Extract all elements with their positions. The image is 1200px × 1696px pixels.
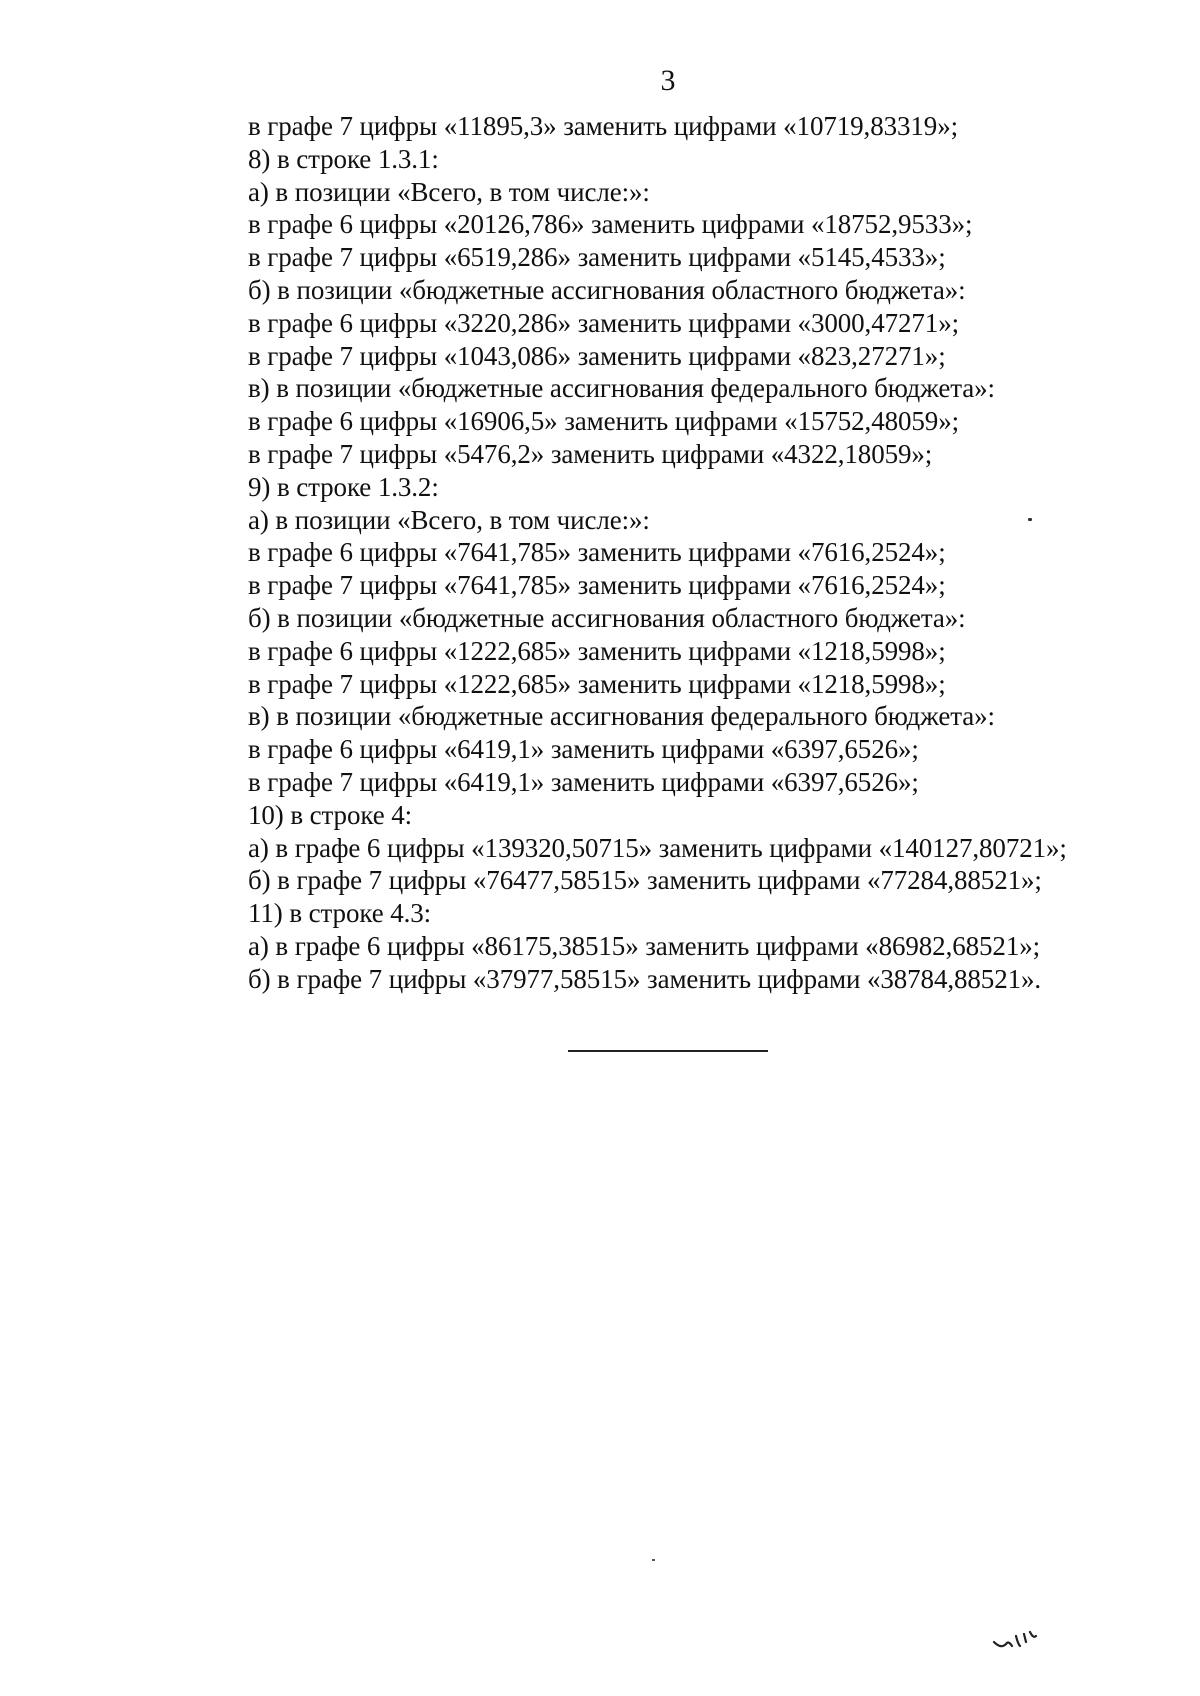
text-line: а) в позиции «Всего, в том числе:»: xyxy=(248,176,650,207)
text-line: в графе 7 цифры «1043,086» заменить цифрами «823,27271»; xyxy=(248,340,946,371)
handwritten-mark xyxy=(990,1624,1050,1654)
text-line: б) в позиции «бюджетные ассигнования областного бюджета»: xyxy=(248,602,966,633)
text-line: в графе 7 цифры «6419,1» заменить цифрами «6397,6526»; xyxy=(248,766,919,797)
text-line: в графе 6 цифры «1222,685» заменить цифрами «1218,5998»; xyxy=(248,635,946,666)
end-of-text-rule xyxy=(568,1050,768,1052)
text-line: 10) в строке 4: xyxy=(248,799,413,830)
text-line: б) в графе 7 цифры «37977,58515» заменить цифрами «38784,88521». xyxy=(248,963,1042,994)
text-line: 9) в строке 1.3.2: xyxy=(248,471,439,502)
text-line: в графе 6 цифры «20126,786» заменить цифрами «18752,9533»; xyxy=(248,209,973,240)
text-line: б) в позиции «бюджетные ассигнования областного бюджета»: xyxy=(248,274,966,305)
text-line: в графе 7 цифры «7641,785» заменить цифрами «7616,2524»; xyxy=(248,570,946,601)
document-body xyxy=(248,110,1148,996)
text-line: в графе 6 цифры «7641,785» заменить цифрами «7616,2524»; xyxy=(248,537,946,568)
text-line: б) в графе 7 цифры «76477,58515» заменить цифрами «77284,88521»; xyxy=(248,865,1042,896)
page-number: 3 xyxy=(660,64,676,97)
text-line: в графе 6 цифры «6419,1» заменить цифрами «6397,6526»; xyxy=(248,734,919,765)
text-line: в графе 7 цифры «1222,685» заменить цифрами «1218,5998»; xyxy=(248,668,946,699)
scan-speck xyxy=(1028,518,1032,521)
text-line: а) в графе 6 цифры «86175,38515» заменить цифрами «86982,68521»; xyxy=(248,930,1041,961)
scan-speck xyxy=(652,1559,655,1561)
text-line: в графе 6 цифры «16906,5» заменить цифрами «15752,48059»; xyxy=(248,406,960,437)
text-line: в графе 7 цифры «5476,2» заменить цифрами «4322,18059»; xyxy=(248,438,933,469)
text-line: а) в графе 6 цифры «139320,50715» заменить цифрами «140127,80721»; xyxy=(248,832,1067,863)
text-line: 11) в строке 4.3: xyxy=(248,898,432,929)
text-line: в) в позиции «бюджетные ассигнования федерального бюджета»: xyxy=(248,373,995,404)
text-line: 8) в строке 1.3.1: xyxy=(248,143,439,174)
text-line: в графе 7 цифры «6519,286» заменить цифрами «5145,4533»; xyxy=(248,242,946,273)
text-line: в графе 7 цифры «11895,3» заменить цифрами «10719,83319»; xyxy=(248,111,959,141)
text-line: а) в позиции «Всего, в том числе:»: xyxy=(248,504,650,535)
text-line: в графе 6 цифры «3220,286» заменить цифрами «3000,47271»; xyxy=(248,307,960,338)
text-line: в) в позиции «бюджетные ассигнования федерального бюджета»: xyxy=(248,701,995,732)
